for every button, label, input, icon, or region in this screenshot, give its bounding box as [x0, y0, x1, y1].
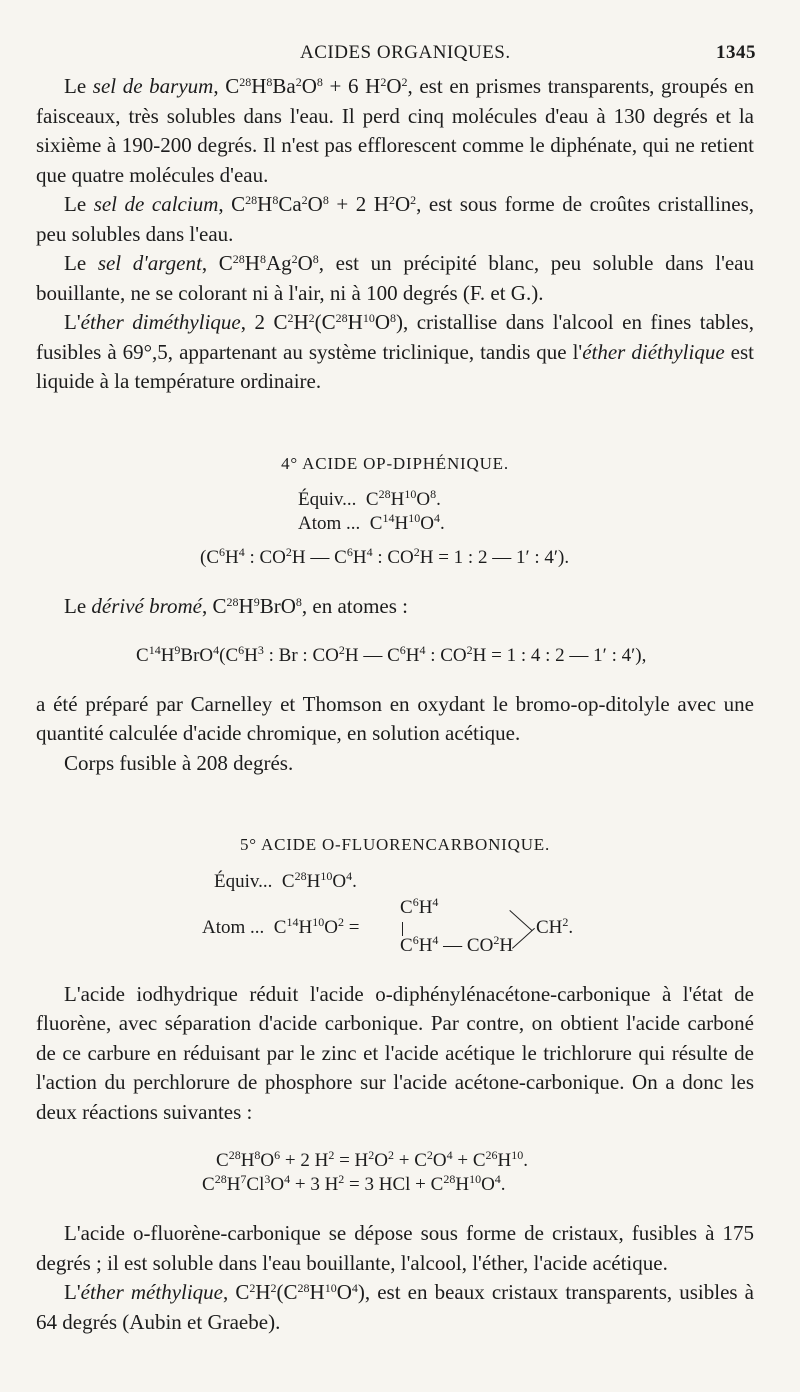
equiv-row: Équiv... $C^{28}H^{10}O^8$.: [298, 487, 441, 510]
reaction-1: $C^{28}H^8O^6 + 2$ $H^2 = H^2O^2 + C^2O^4 + C^{26}H^{10}$.: [216, 1148, 529, 1171]
term-diethyl-ether: éther diéthylique: [582, 339, 725, 364]
page-number: 1345: [716, 42, 756, 63]
paragraph-fluorene-carbonic: L'acide o-fluorène-carbonique se dépose sous forme de cristaux, fusibles à 175 degrés ; il est soluble dans l'eau bouillante, l'alcool, l'éther, l'acide acétique.: [36, 1221, 754, 1275]
struct-right: $CH^2$.: [536, 914, 574, 938]
reaction-2: $C^{28}H^7Cl^3O^4 + 3$ $H^2 = 3$ HCl + $C^{28}H^{10}O^4$.: [202, 1172, 506, 1195]
paragraph-preparation: a été préparé par Carnelley et Thomson en oxydant le bromo-op-ditolyle avec une quantité calculée d'acide chromique, en solution acétique.: [36, 691, 754, 745]
term-bromo-derivative: dérivé bromé: [91, 594, 203, 618]
section-heading-op-diphenic: 4° ACIDE OP-DIPHÉNIQUE.: [281, 453, 509, 473]
paragraph-barium-salt: Le sel de baryum, $C^{28}H^8Ba^2O^8 + 6$ $H^2O^2$, est en prismes transparents, groupés en faisceaux, très solubles dans l'eau. Il perd cinq molécules d'eau à 130 degrés et la sixième à 190-200 degrés. Il n'est pas efflorescent comme le diphénate, qui ne retient que quatre molécules d'eau.: [36, 74, 754, 187]
term-methyl-ether: éther méthylique: [80, 1280, 224, 1304]
term-dimethyl-ether: éther diméthylique: [80, 310, 241, 334]
formula-op-diphenic: [36, 488, 754, 570]
term-barium-salt: sel de baryum: [92, 74, 214, 98]
running-title: ACIDES ORGANIQUES.: [300, 42, 511, 63]
bond-diag-top: [509, 910, 532, 931]
struct-bottom: $C^6H^4$ — $CO^2H$: [400, 932, 514, 956]
constitution-row: ($C^6H^4$ : $CO^2H$ — $C^6H^4$ : $CO^2H = 1$ : 2 — 1′ : 4′).: [200, 545, 570, 568]
paragraph-methyl-ether: L'éther méthylique, $C^2H^2(C^{28}H^{10}O^4)$, est en beaux cristaux transparents, usibles à 64 degrés (Aubin et Graebe).: [36, 1280, 754, 1334]
page-body: [36, 72, 754, 1337]
running-header: [0, 42, 800, 68]
formula-fluorencarbonic: [36, 870, 754, 958]
section-heading-fluorencarbonic: 5° ACIDE O-FLUORENCARBONIQUE.: [239, 835, 551, 854]
formula-bromo: $C^{14}H^9BrO^4(C^6H^3$ : Br : $CO^2H$ — $C^6H^4$ : $CO^2H = 1$ : 4 : 2 — 1′ : 4′),: [136, 642, 647, 666]
structural-formula: [36, 894, 754, 958]
paragraph-dimethyl-ether: L'éther diméthylique, 2 $C^2H^2(C^{28}H^{10}O^8)$, cristallise dans l'alcool en fines tables, fusibles à 69°,5, appartenant au système triclinique, tandis que l'éther diéthylique est liquide à la température ordinaire.: [36, 310, 755, 393]
bond-diag-bottom: [512, 927, 535, 948]
equiv-row-5: Équiv... $C^{28}H^{10}O^4$.: [214, 868, 357, 892]
paragraph-silver-salt: Le sel d'argent, $C^{28}H^8Ag^2O^8$, est un précipité blanc, peu soluble dans l'eau bouillante, ne se colorant ni à l'air, ni à 100 degrés (F. et G.).: [36, 251, 755, 305]
paragraph-calcium-salt: Le sel de calcium, $C^{28}H^8Ca^2O^8 + 2$ $H^2O^2$, est sous forme de croûtes cristallines, peu solubles dans l'eau.: [36, 192, 755, 246]
term-silver-salt: sel d'argent: [97, 251, 202, 275]
struct-top: $C^6H^4$: [400, 894, 439, 918]
term-calcium-salt: sel de calcium: [93, 192, 219, 216]
reactions: [36, 1149, 754, 1197]
paragraph-melting-point: Corps fusible à 208 degrés.: [64, 750, 294, 775]
atom-row: Atom ... $C^{14}H^{10}O^4$.: [298, 511, 445, 534]
atom-row-5: Atom ... $C^{14}H^{10}O^2$ =: [202, 914, 360, 938]
paragraph-iodhydric: L'acide iodhydrique réduit l'acide o-diphénylénacétone-carbonique à l'état de fluorène, avec séparation d'acide carbonique. Par contre, on obtient l'acide carboné de ce carbure en réduisant par le zinc et l'acide acétique le trichlorure qui résulte de l'action du perchlorure de phosphore sur l'acide acétone-carbonique. On a donc les deux réactions suivantes :: [36, 981, 754, 1124]
paragraph-bromo-derivative: Le dérivé bromé, $C^{28}H^9BrO^8$, en atomes :: [64, 594, 409, 618]
